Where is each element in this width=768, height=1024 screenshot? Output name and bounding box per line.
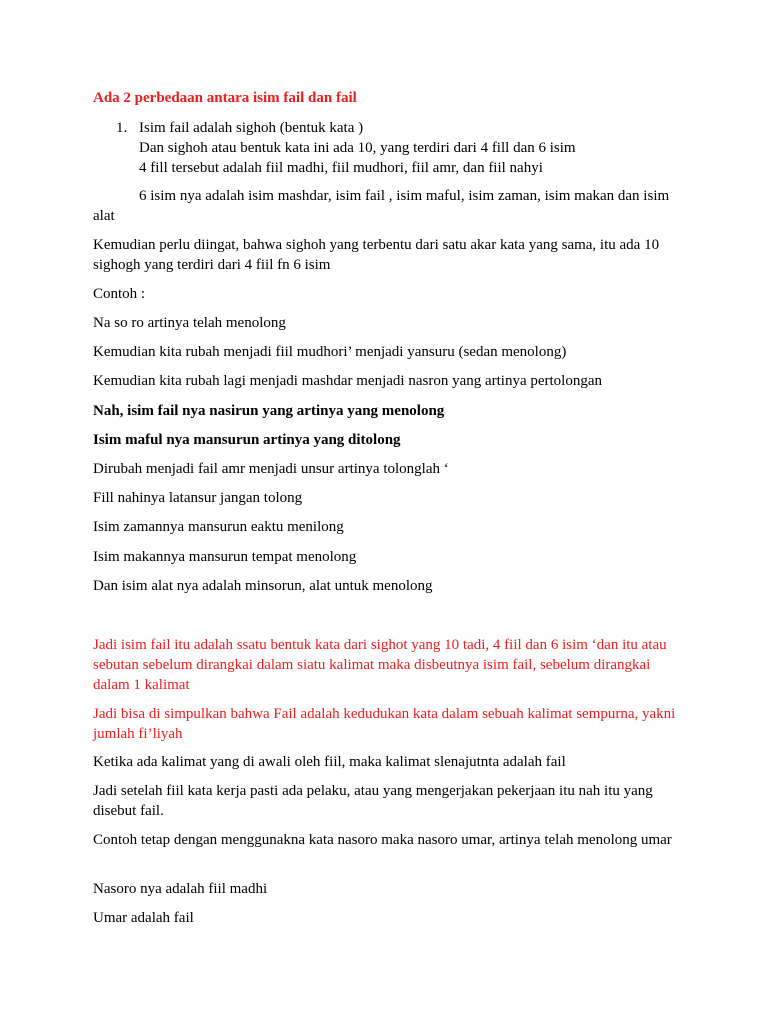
document-heading: Ada 2 perbedaan antara isim fail dan fail bbox=[93, 90, 357, 106]
paragraph: Jadi setelah fiil kata kerja pasti ada pelaku, atau yang mengerjakan pekerjaan itu nah itu yang disebut fail. bbox=[93, 783, 653, 819]
paragraph-red: Jadi bisa di simpulkan bahwa Fail adalah kedudukan kata dalam sebuah kalimat sempurna, yakni jumlah fi’liyah bbox=[93, 706, 676, 742]
list-number: 1. bbox=[116, 120, 128, 136]
paragraph: Dan isim alat nya adalah minsorun, alat untuk menolong bbox=[93, 578, 433, 594]
list-line: Isim fail adalah sighoh (bentuk kata ) bbox=[139, 120, 364, 136]
paragraph: Umar adalah fail bbox=[93, 910, 194, 926]
paragraph: Nasoro nya adalah fiil madhi bbox=[93, 881, 268, 897]
list-item-1 bbox=[139, 118, 699, 178]
paragraph: Isim zamannya mansurun eaktu menilong bbox=[93, 519, 344, 535]
paragraph: Kemudian kita rubah menjadi fiil mudhori’ menjadi yansuru (sedan menolong) bbox=[93, 344, 567, 360]
paragraph: Dirubah menjadi fail amr menjadi unsur artinya tolonglah ‘ bbox=[93, 461, 449, 477]
paragraph-bold: Nah, isim fail nya nasirun yang artinya yang menolong bbox=[93, 403, 445, 419]
paragraph: Fill nahinya latansur jangan tolong bbox=[93, 490, 303, 506]
paragraph: Contoh tetap dengan menggunakna kata nasoro maka nasoro umar, artinya telah menolong umar bbox=[93, 832, 672, 848]
paragraph-red: Jadi isim fail itu adalah ssatu bentuk kata dari sighot yang 10 tadi, 4 fiil dan 6 isim ‘dan itu atau sebutan sebelum dirangkai dalam siatu kalimat maka disbeutnya isim fail, sebelum dirangkai dalam 1 kalimat bbox=[93, 637, 667, 693]
list-line: Dan sighoh atau bentuk kata ini ada 10, yang terdiri dari 4 fill dan 6 isim bbox=[139, 140, 576, 156]
paragraph: Kemudian kita rubah lagi menjadi mashdar menjadi nasron yang artinya pertolongan bbox=[93, 373, 603, 389]
paragraph: Contoh : bbox=[93, 286, 146, 302]
paragraph: Na so ro artinya telah menolong bbox=[93, 315, 286, 331]
list-continuation: 6 isim nya adalah isim mashdar, isim fail , isim maful, isim zaman, isim makan dan isim alat bbox=[93, 188, 670, 224]
paragraph: Ketika ada kalimat yang di awali oleh fiil, maka kalimat slenajutnta adalah fail bbox=[93, 754, 566, 770]
list-line: 4 fill tersebut adalah fiil madhi, fiil mudhori, fiil amr, dan fiil nahyi bbox=[139, 160, 543, 176]
paragraph: Kemudian perlu diingat, bahwa sighoh yang terbentu dari satu akar kata yang sama, itu ada 10 sighogh yang terdiri dari 4 fiil fn 6 isim bbox=[93, 237, 660, 273]
paragraph: Isim makannya mansurun tempat menolong bbox=[93, 549, 357, 565]
paragraph-bold: Isim maful nya mansurun artinya yang ditolong bbox=[93, 432, 401, 448]
